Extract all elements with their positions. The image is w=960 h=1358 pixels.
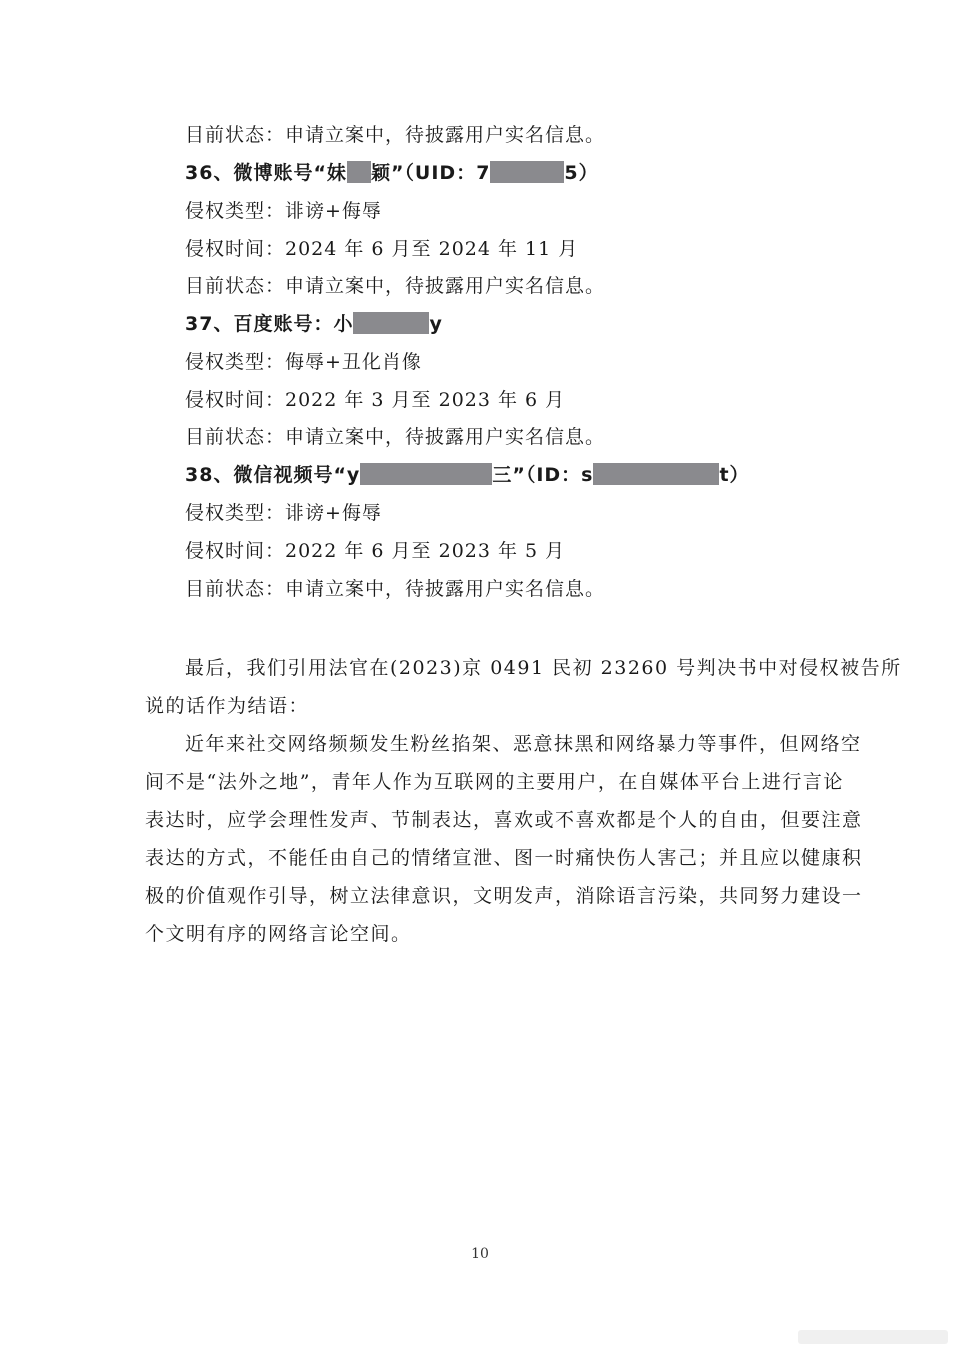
entry-36-heading-prefix: 36、微博账号“妹 [185, 162, 347, 184]
entry-37-heading-prefix: 37、百度账号：小 [185, 313, 354, 335]
watermark-mark [798, 1326, 948, 1348]
entry-37-time: 侵权时间：2022 年 3 月至 2023 年 6 月 [185, 389, 566, 411]
redaction-block [347, 161, 371, 183]
entry-38-heading-mid: 三”（ID：s [492, 464, 594, 486]
entry-35-status: 目前状态：申请立案中，待披露用户实名信息。 [185, 124, 606, 146]
page-number: 10 [471, 1246, 489, 1262]
entry-37-status: 目前状态：申请立案中，待披露用户实名信息。 [185, 426, 606, 448]
redaction-block [353, 312, 429, 334]
entry-36-status: 目前状态：申请立案中，待披露用户实名信息。 [185, 275, 606, 297]
conclusion-intro-line-1: 最后，我们引用法官在(2023)京 0491 民初 23260 号判决书中对侵权被告所 [185, 657, 902, 679]
quote-line: 间不是“法外之地”，青年人作为互联网的主要用户，在自媒体平台上进行言论 [145, 771, 844, 793]
entry-38-heading-suffix: t） [719, 464, 750, 486]
entry-36-heading [185, 161, 599, 185]
entry-38-status: 目前状态：申请立案中，待披露用户实名信息。 [185, 578, 606, 600]
entry-36-heading-suffix: 5） [564, 162, 599, 184]
quote-line: 表达的方式，不能任由自己的情绪宣泄、图一时痛快伤人害己；并且应以健康积 [145, 847, 863, 869]
redaction-block [360, 463, 492, 485]
quote-line: 表达时，应学会理性发声、节制表达，喜欢或不喜欢都是个人的自由，但要注意 [145, 809, 863, 831]
redaction-block [593, 463, 719, 485]
entry-36-time: 侵权时间：2024 年 6 月至 2024 年 11 月 [185, 238, 579, 260]
quote-line: 极的价值观作引导，树立法律意识，文明发声，消除语言污染，共同努力建设一 [145, 885, 863, 907]
entry-38-heading-prefix: 38、微信视频号“y [185, 464, 361, 486]
redaction-block [490, 161, 564, 183]
quote-line: 个文明有序的网络言论空间。 [145, 923, 412, 945]
entry-37-type: 侵权类型：侮辱+丑化肖像 [185, 351, 422, 373]
conclusion-intro-line-2: 说的话作为结语： [145, 695, 310, 717]
entry-37-heading-suffix: y [429, 313, 443, 335]
entry-36-type: 侵权类型：诽谤+侮辱 [185, 200, 382, 222]
entry-38-type: 侵权类型：诽谤+侮辱 [185, 502, 382, 524]
quote-line: 近年来社交网络频频发生粉丝掐架、恶意抹黑和网络暴力等事件，但网络空 [185, 733, 862, 755]
entry-36-heading-mid: 颖”（UID：7 [370, 162, 491, 184]
entry-37-heading [185, 312, 443, 336]
entry-38-time: 侵权时间：2022 年 6 月至 2023 年 5 月 [185, 540, 566, 562]
entry-38-heading [185, 463, 750, 487]
